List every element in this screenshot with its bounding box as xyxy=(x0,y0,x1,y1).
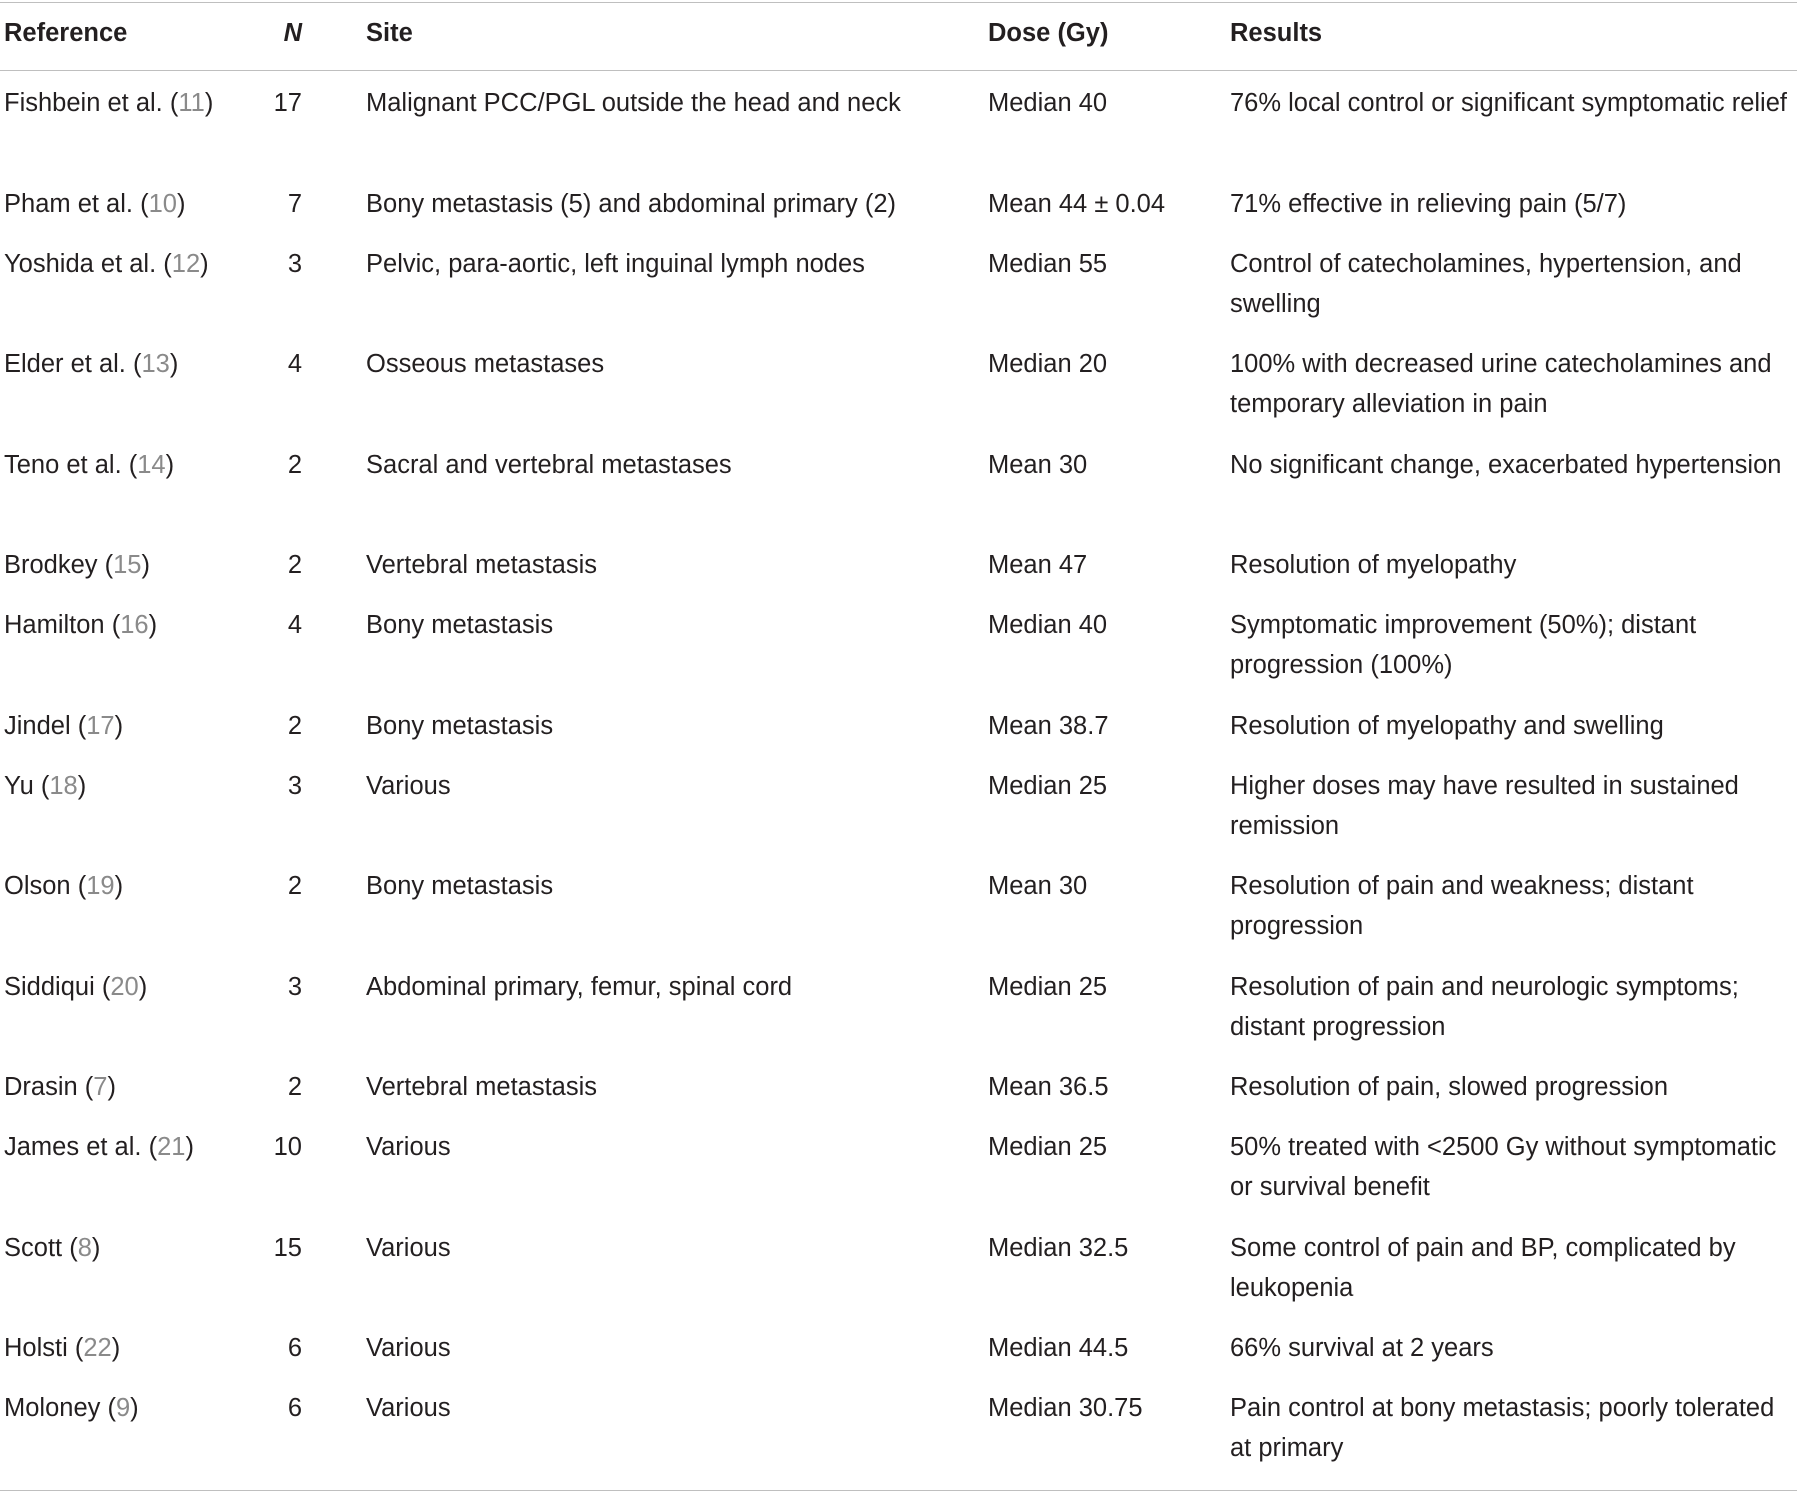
reference-author: Fishbein et al. xyxy=(4,89,163,117)
site-cell: Various xyxy=(366,772,451,800)
site-cell: Sacral and vertebral metastases xyxy=(366,451,732,479)
site-cell: Various xyxy=(366,1234,451,1262)
dose-cell: Mean 47 xyxy=(988,551,1088,579)
reference-cell: Brodkey (15) xyxy=(4,551,150,579)
dose-cell: Mean 36.5 xyxy=(988,1073,1109,1101)
results-cell: 71% effective in relieving pain (5/7) xyxy=(1230,190,1627,218)
dose-cell: Median 25 xyxy=(988,1133,1108,1161)
reference-number-link[interactable]: 12 xyxy=(171,250,201,278)
site-cell: Osseous metastases xyxy=(366,350,605,378)
site-cell: Bony metastasis xyxy=(366,712,554,740)
reference-cell: Olson (19) xyxy=(4,872,124,900)
site-cell: Bony metastasis xyxy=(366,872,554,900)
reference-cell: Moloney (9) xyxy=(4,1394,139,1422)
n-cell: 2 xyxy=(287,872,302,900)
reference-author: Pham et al. xyxy=(4,190,133,218)
reference-number-link[interactable]: 9 xyxy=(115,1394,131,1422)
reference-author: Holsti xyxy=(4,1334,68,1362)
reference-cell: James et al. (21) xyxy=(4,1133,194,1161)
site-cell: Vertebral metastasis xyxy=(366,551,598,579)
dose-cell: Mean 38.7 xyxy=(988,712,1109,740)
reference-number-link[interactable]: 10 xyxy=(148,190,177,218)
reference-author: Moloney xyxy=(4,1394,101,1422)
results-cell: Symptomatic improvement (50%); distant progression (100%) xyxy=(1230,611,1697,679)
site-cell: Various xyxy=(366,1394,451,1422)
reference-number-link[interactable]: 14 xyxy=(137,451,166,479)
reference-author: Jindel xyxy=(4,712,71,740)
header-site: Site xyxy=(366,19,413,47)
reference-cell: Drasin (7) xyxy=(4,1073,116,1101)
reference-cell: Elder et al. (13) xyxy=(4,350,179,378)
reference-author: Yu xyxy=(4,772,34,800)
n-cell: 3 xyxy=(287,772,302,800)
n-cell: 2 xyxy=(287,551,302,579)
dose-cell: Mean 44 ± 0.04 xyxy=(988,190,1166,218)
results-cell: Resolution of pain and weakness; distant progression xyxy=(1230,872,1694,940)
reference-author: Brodkey xyxy=(4,551,98,579)
reference-author: James et al. xyxy=(4,1133,142,1161)
reference-cell: Pham et al. (10) xyxy=(4,190,186,218)
n-cell: 6 xyxy=(287,1334,302,1362)
results-cell: Higher doses may have resulted in sustained remission xyxy=(1230,772,1739,840)
site-cell: Vertebral metastasis xyxy=(366,1073,598,1101)
results-cell: 66% survival at 2 years xyxy=(1230,1334,1494,1362)
site-cell: Malignant PCC/PGL outside the head and neck xyxy=(366,89,901,117)
reference-number-link[interactable]: 22 xyxy=(83,1334,112,1362)
dose-cell: Median 40 xyxy=(988,89,1108,117)
reference-author: Olson xyxy=(4,872,71,900)
header-results: Results xyxy=(1230,19,1323,47)
results-cell: Resolution of myelopathy xyxy=(1230,551,1517,579)
reference-number-link[interactable]: 7 xyxy=(93,1073,108,1101)
results-cell: 50% treated with <2500 Gy without symptomatic or survival benefit xyxy=(1230,1133,1777,1201)
dose-cell: Median 30.75 xyxy=(988,1394,1143,1422)
reference-author: Drasin xyxy=(4,1073,78,1101)
n-cell: 2 xyxy=(287,712,302,740)
results-cell: No significant change, exacerbated hypertension xyxy=(1230,451,1782,479)
reference-cell: Scott (8) xyxy=(4,1234,101,1262)
dose-cell: Mean 30 xyxy=(988,872,1088,900)
header-n: N xyxy=(283,19,302,47)
dose-cell: Median 32.5 xyxy=(988,1234,1129,1262)
reference-author: Elder et al. xyxy=(4,350,126,378)
results-cell: Pain control at bony metastasis; poorly tolerated at primary xyxy=(1230,1394,1775,1462)
n-cell: 3 xyxy=(287,250,302,278)
results-cell: 100% with decreased urine catecholamines and temporary alleviation in pain xyxy=(1230,350,1772,418)
n-cell: 4 xyxy=(287,350,302,378)
reference-number-link[interactable]: 21 xyxy=(157,1133,186,1161)
reference-author: Siddiqui xyxy=(4,973,95,1001)
n-cell: 7 xyxy=(287,190,302,218)
n-cell: 17 xyxy=(273,89,302,117)
reference-author: Teno et al. xyxy=(4,451,122,479)
n-cell: 3 xyxy=(287,973,302,1001)
reference-number-link[interactable]: 11 xyxy=(178,89,205,117)
n-cell: 6 xyxy=(287,1394,302,1422)
dose-cell: Median 25 xyxy=(988,772,1108,800)
results-cell: 76% local control or significant symptomatic relief xyxy=(1230,89,1787,117)
site-cell: Bony metastasis xyxy=(366,611,554,639)
dose-cell: Median 55 xyxy=(988,250,1108,278)
reference-author: Yoshida et al. xyxy=(4,250,157,278)
results-cell: Resolution of pain and neurologic symptoms; distant progression xyxy=(1230,973,1739,1041)
table-bottom-rule xyxy=(0,1490,1797,1491)
site-cell: Various xyxy=(366,1133,451,1161)
reference-author: Scott xyxy=(4,1234,63,1262)
dose-cell: Mean 30 xyxy=(988,451,1088,479)
reference-number-link[interactable]: 13 xyxy=(141,350,170,378)
results-cell: Control of catecholamines, hypertension, and swelling xyxy=(1230,250,1742,318)
reference-number-link[interactable]: 20 xyxy=(110,973,139,1001)
n-cell: 2 xyxy=(287,451,302,479)
site-cell: Bony metastasis (5) and abdominal primary (2) xyxy=(366,190,897,218)
reference-cell: Teno et al. (14) xyxy=(4,451,175,479)
reference-cell: Siddiqui (20) xyxy=(4,973,148,1001)
reference-cell: Yoshida et al. (12) xyxy=(4,250,209,278)
header-reference: Reference xyxy=(4,19,128,47)
reference-number-link[interactable]: 17 xyxy=(86,712,115,740)
site-cell: Abdominal primary, femur, spinal cord xyxy=(366,973,793,1001)
reference-number-link[interactable]: 15 xyxy=(113,551,142,579)
table-top-rule xyxy=(0,2,1797,3)
site-cell: Various xyxy=(366,1334,451,1362)
n-cell: 4 xyxy=(287,611,302,639)
reference-number-link[interactable]: 19 xyxy=(86,872,115,900)
n-cell: 15 xyxy=(273,1234,302,1262)
reference-cell: Yu (18) xyxy=(4,772,87,800)
results-cell: Resolution of pain, slowed progression xyxy=(1230,1073,1669,1101)
n-cell: 10 xyxy=(273,1133,302,1161)
dose-cell: Median 44.5 xyxy=(988,1334,1129,1362)
table-header-rule xyxy=(0,70,1797,71)
reference-cell: Jindel (17) xyxy=(4,712,124,740)
header-dose: Dose (Gy) xyxy=(988,19,1109,47)
reference-number-link[interactable]: 18 xyxy=(49,772,78,800)
results-cell: Resolution of myelopathy and swelling xyxy=(1230,712,1664,740)
reference-number-link[interactable]: 8 xyxy=(77,1234,92,1262)
results-cell: Some control of pain and BP, complicated by leukopenia xyxy=(1230,1234,1736,1302)
dose-cell: Median 20 xyxy=(988,350,1108,378)
reference-number-link[interactable]: 16 xyxy=(120,611,149,639)
n-cell: 2 xyxy=(287,1073,302,1101)
dose-cell: Median 25 xyxy=(988,973,1108,1001)
reference-cell: Fishbein et al. (11) xyxy=(4,89,214,117)
site-cell: Pelvic, para-aortic, left inguinal lymph nodes xyxy=(366,250,865,278)
reference-cell: Hamilton (16) xyxy=(4,611,158,639)
reference-author: Hamilton xyxy=(4,611,105,639)
reference-cell: Holsti (22) xyxy=(4,1334,121,1362)
dose-cell: Median 40 xyxy=(988,611,1108,639)
